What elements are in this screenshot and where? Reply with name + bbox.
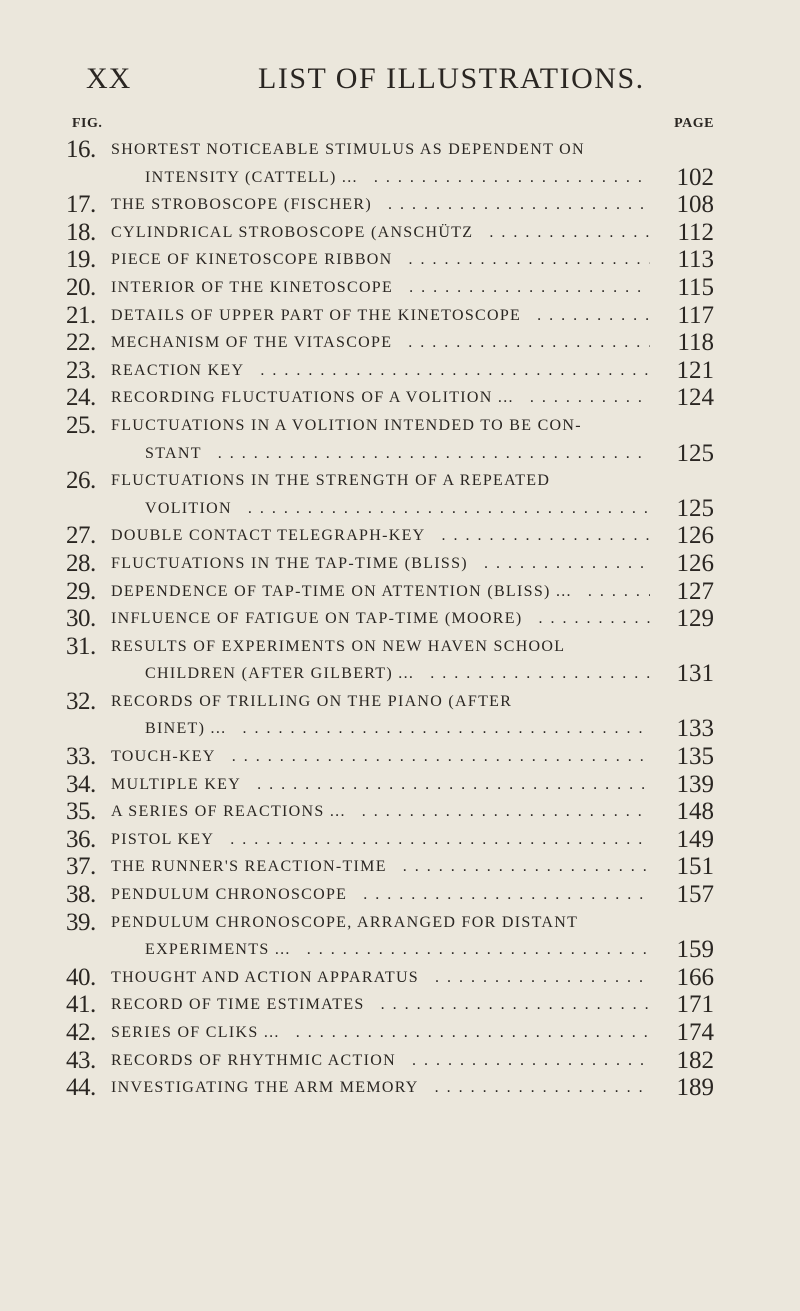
figure-caption-text: INFLUENCE OF FATIGUE ON TAP-TIME (MOORE) [111, 610, 532, 627]
list-item-line [0, 605, 800, 633]
list-item-line [0, 302, 800, 330]
figure-caption [111, 826, 650, 854]
figure-number: 43. [66, 1046, 96, 1074]
figure-caption [111, 798, 650, 826]
list-item-line [0, 881, 800, 909]
figure-caption-text: DOUBLE CONTACT TELEGRAPH-KEY [111, 527, 436, 544]
list-item-line [0, 688, 800, 716]
figure-number: 44. [66, 1074, 96, 1102]
figure-number: 18. [66, 218, 96, 246]
figure-caption [111, 329, 650, 357]
list-item-line [0, 964, 800, 992]
page-reference: 182 [676, 1046, 714, 1074]
list-item-line [0, 853, 800, 881]
figure-caption [111, 274, 650, 302]
page-reference: 125 [676, 439, 714, 467]
figure-number: 19. [66, 246, 96, 274]
figure-number: 17. [66, 191, 96, 219]
figure-caption [111, 688, 714, 716]
page-reference: 151 [676, 853, 714, 881]
list-item-line [0, 798, 800, 826]
page-reference: 112 [677, 218, 714, 246]
list-item-line [0, 660, 800, 688]
figure-number: 39. [66, 908, 96, 936]
figure-caption-text: STANT [145, 445, 212, 462]
list-item-line [0, 440, 800, 468]
page-reference: 117 [677, 301, 714, 329]
figure-caption-text: EXPERIMENTS ... [145, 941, 301, 958]
page-number: XX [86, 62, 132, 95]
list-item-line [0, 578, 800, 606]
figure-number: 26. [66, 467, 96, 495]
figure-caption [111, 909, 714, 937]
figure-caption-text: THOUGHT AND ACTION APPARATUS [111, 969, 429, 986]
figure-caption [111, 136, 714, 164]
list-item-line [0, 357, 800, 385]
figure-number: 21. [66, 301, 96, 329]
figure-caption [111, 881, 650, 909]
figure-caption-text: VOLITION [145, 500, 242, 517]
page-reference: 166 [676, 963, 714, 991]
page-reference: 149 [676, 825, 714, 853]
figure-caption [111, 191, 650, 219]
figure-number: 27. [66, 522, 96, 550]
figure-caption-text: DEPENDENCE OF TAP-TIME ON ATTENTION (BLISS) ... [111, 583, 582, 600]
figure-caption-text: FLUCTUATIONS IN THE TAP-TIME (BLISS) [111, 555, 478, 572]
figure-number: 30. [66, 605, 96, 633]
figure-caption-text: RESULTS OF EXPERIMENTS ON NEW HAVEN SCHOOL [111, 638, 575, 655]
figure-caption [111, 522, 650, 550]
figure-caption [111, 964, 650, 992]
figure-caption [111, 246, 650, 274]
figure-caption-text: PISTOL KEY [111, 831, 224, 848]
list-item-line [0, 936, 800, 964]
list-item-line [0, 164, 800, 192]
page-reference: 113 [677, 246, 714, 274]
figure-caption-text: INVESTIGATING THE ARM MEMORY [111, 1079, 429, 1096]
figure-caption-text: FLUCTUATIONS IN THE STRENGTH OF A REPEATED [111, 472, 560, 489]
figure-caption [111, 1074, 650, 1102]
figure-caption [111, 1019, 650, 1047]
page-reference: 139 [676, 770, 714, 798]
figure-caption-text: CHILDREN (AFTER GILBERT) ... [145, 665, 424, 682]
page-reference: 102 [676, 163, 714, 191]
page-reference: 125 [676, 494, 714, 522]
figure-number: 20. [66, 273, 96, 301]
figure-caption-text: THE STROBOSCOPE (FISCHER) [111, 196, 382, 213]
figure-caption-text: TOUCH-KEY [111, 748, 226, 765]
figure-caption [145, 715, 650, 743]
figure-caption [111, 578, 650, 606]
page-reference: 126 [676, 522, 714, 550]
figure-caption-text: CYLINDRICAL STROBOSCOPE (ANSCHÜTZ [111, 224, 483, 241]
figure-caption [111, 771, 650, 799]
figure-number: 32. [66, 687, 96, 715]
figure-number: 36. [66, 825, 96, 853]
list-item-line [0, 384, 800, 412]
figure-caption [145, 164, 650, 192]
figure-caption [111, 302, 650, 330]
figure-number: 37. [66, 853, 96, 881]
list-item-line [0, 1047, 800, 1075]
figure-caption-text: SERIES OF CLIKS ... [111, 1024, 290, 1041]
page-reference: 129 [676, 605, 714, 633]
figure-caption-text: PENDULUM CHRONOSCOPE, ARRANGED FOR DISTANT [111, 914, 588, 931]
figure-caption-text: MULTIPLE KEY [111, 776, 251, 793]
page-reference: 126 [676, 549, 714, 577]
figure-number: 33. [66, 743, 96, 771]
figure-caption-text: INTENSITY (CATTELL) ... [145, 169, 368, 186]
figure-number: 40. [66, 963, 96, 991]
figure-caption-text: DETAILS OF UPPER PART OF THE KINETOSCOPE [111, 307, 531, 324]
figure-caption [111, 853, 650, 881]
list-item-line [0, 467, 800, 495]
figure-number: 29. [66, 577, 96, 605]
page-reference: 133 [676, 715, 714, 743]
page-reference: 189 [676, 1074, 714, 1102]
figure-caption-text: RECORDS OF RHYTHMIC ACTION [111, 1052, 406, 1069]
figure-caption-text: MECHANISM OF THE VITASCOPE [111, 334, 402, 351]
figure-caption-text: SHORTEST NOTICEABLE STIMULUS AS DEPENDENT ON [111, 141, 595, 158]
running-head [0, 62, 800, 102]
page-reference: 115 [677, 273, 714, 301]
figure-caption-text: PIECE OF KINETOSCOPE RIBBON [111, 251, 403, 268]
figure-number: 31. [66, 632, 96, 660]
figure-number: 35. [66, 798, 96, 826]
figure-number: 28. [66, 549, 96, 577]
page-reference: 135 [676, 743, 714, 771]
figure-number: 24. [66, 384, 96, 412]
figure-caption [111, 412, 714, 440]
figure-number: 34. [66, 770, 96, 798]
page-reference: 159 [676, 936, 714, 964]
page-reference: 127 [676, 577, 714, 605]
page-column-heading: PAGE [674, 116, 714, 131]
list-item-line [0, 633, 800, 661]
list-item-line [0, 495, 800, 523]
figure-caption [111, 219, 650, 247]
figure-caption [111, 605, 650, 633]
page-reference: 118 [677, 329, 714, 357]
figure-number: 23. [66, 356, 96, 384]
column-headings [0, 116, 800, 136]
page-reference: 124 [676, 384, 714, 412]
figure-caption-text: RECORDS OF TRILLING ON THE PIANO (AFTER [111, 693, 522, 710]
figure-number: 41. [66, 991, 96, 1019]
figure-caption-text: A SERIES OF REACTIONS ... [111, 803, 356, 820]
figure-caption [145, 936, 650, 964]
figure-number: 16. [66, 136, 96, 163]
figure-caption [111, 357, 650, 385]
page-reference: 108 [676, 191, 714, 219]
list-item-line [0, 329, 800, 357]
list-item-line [0, 1074, 800, 1102]
figure-caption [111, 991, 650, 1019]
figure-caption-text: RECORDING FLUCTUATIONS OF A VOLITION ... [111, 389, 524, 406]
list-item-line [0, 715, 800, 743]
list-item-line [0, 1019, 800, 1047]
figure-caption [111, 1047, 650, 1075]
figure-caption [145, 660, 650, 688]
list-item-line [0, 909, 800, 937]
list-item-line [0, 274, 800, 302]
list-item-line [0, 522, 800, 550]
figure-caption [111, 743, 650, 771]
page-reference: 157 [676, 881, 714, 909]
fig-column-heading: FIG. [72, 116, 103, 131]
figure-caption-text: INTERIOR OF THE KINETOSCOPE [111, 279, 403, 296]
figure-number: 22. [66, 329, 96, 357]
figure-number: 38. [66, 881, 96, 909]
list-item-line [0, 136, 800, 164]
list-item-line [0, 826, 800, 854]
list-item-line [0, 743, 800, 771]
figure-caption [111, 384, 650, 412]
list-item-line [0, 412, 800, 440]
list-item-line [0, 191, 800, 219]
list-item-line [0, 991, 800, 1019]
figure-caption-text: RECORD OF TIME ESTIMATES [111, 996, 375, 1013]
figure-caption-text: FLUCTUATIONS IN A VOLITION INTENDED TO BE CON- [111, 417, 592, 434]
figure-caption-text: PENDULUM CHRONOSCOPE [111, 886, 357, 903]
page-reference: 171 [676, 991, 714, 1019]
figure-number: 42. [66, 1019, 96, 1046]
page-reference: 148 [676, 798, 714, 826]
figure-caption [111, 550, 650, 578]
figure-caption-text: BINET) ... [145, 720, 236, 737]
illustrations-list [0, 136, 800, 1102]
page-reference: 121 [676, 356, 714, 384]
figure-caption-text: THE RUNNER'S REACTION-TIME [111, 858, 397, 875]
list-item-line [0, 550, 800, 578]
figure-caption [145, 495, 650, 523]
list-item-line [0, 246, 800, 274]
list-item-line [0, 219, 800, 247]
figure-caption-text: REACTION KEY [111, 362, 254, 379]
list-item-line [0, 771, 800, 799]
page-reference: 174 [676, 1019, 714, 1046]
figure-caption [111, 633, 714, 661]
figure-number: 25. [66, 411, 96, 439]
figure-caption [111, 467, 714, 495]
figure-caption [145, 440, 650, 468]
page-title: LIST OF ILLUSTRATIONS. [258, 62, 645, 95]
page-reference: 131 [676, 660, 714, 688]
